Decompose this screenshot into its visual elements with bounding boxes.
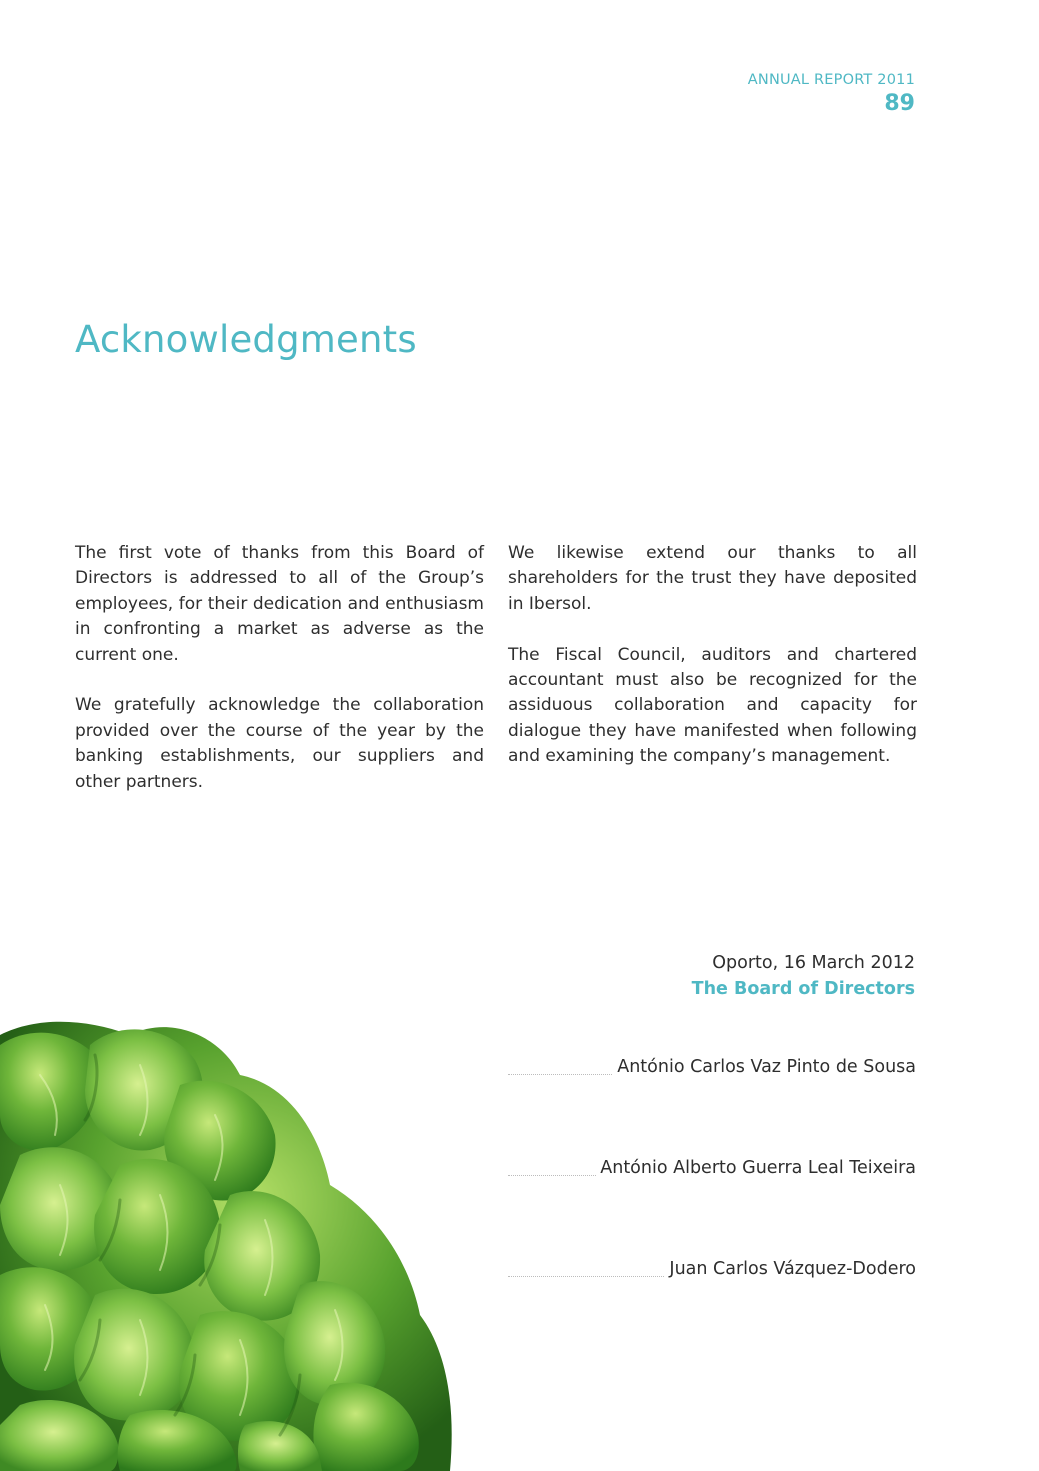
closing-block <box>692 951 915 1002</box>
report-label: ANNUAL REPORT 2011 <box>747 72 915 88</box>
signatory-body: The Board of Directors <box>691 978 915 999</box>
page-title: Acknowledgments <box>75 318 417 361</box>
right-column <box>508 541 917 795</box>
paragraph-shareholders-thanks: We likewise extend our thanks to all shareholders for the trust they have deposited in Ibersol. <box>508 543 917 614</box>
place-date: Oporto, 16 March 2012 <box>712 953 915 973</box>
signature-line <box>508 1254 916 1282</box>
lettuce-image <box>0 1015 460 1471</box>
paragraph-employees-thanks: The first vote of thanks from this Board of Directors is addressed to all of the Group’s employees, for their dedication and enthusiasm in confronting a market as adverse as the current one. <box>75 543 484 665</box>
signatory-name: António Alberto Guerra Leal Teixeira <box>596 1157 916 1179</box>
paragraph-partners-thanks: We gratefully acknowledge the collaboration provided over the course of the year by the banking establishments, our suppliers and other partners. <box>75 695 484 792</box>
signatory-name: Juan Carlos Vázquez-Dodero <box>665 1258 916 1280</box>
page-number: 89 <box>884 91 915 116</box>
running-header <box>748 70 915 117</box>
signatory-name: António Carlos Vaz Pinto de Sousa <box>613 1056 916 1078</box>
signature-line <box>508 1052 916 1080</box>
signature-line <box>508 1153 916 1181</box>
left-column <box>75 541 484 820</box>
paragraph-fiscal-council-thanks: The Fiscal Council, auditors and chartered accountant must also be recognized for the assiduous collaboration and capacity for dialogue they have manifested when following and examining the company’s management. <box>508 644 917 767</box>
